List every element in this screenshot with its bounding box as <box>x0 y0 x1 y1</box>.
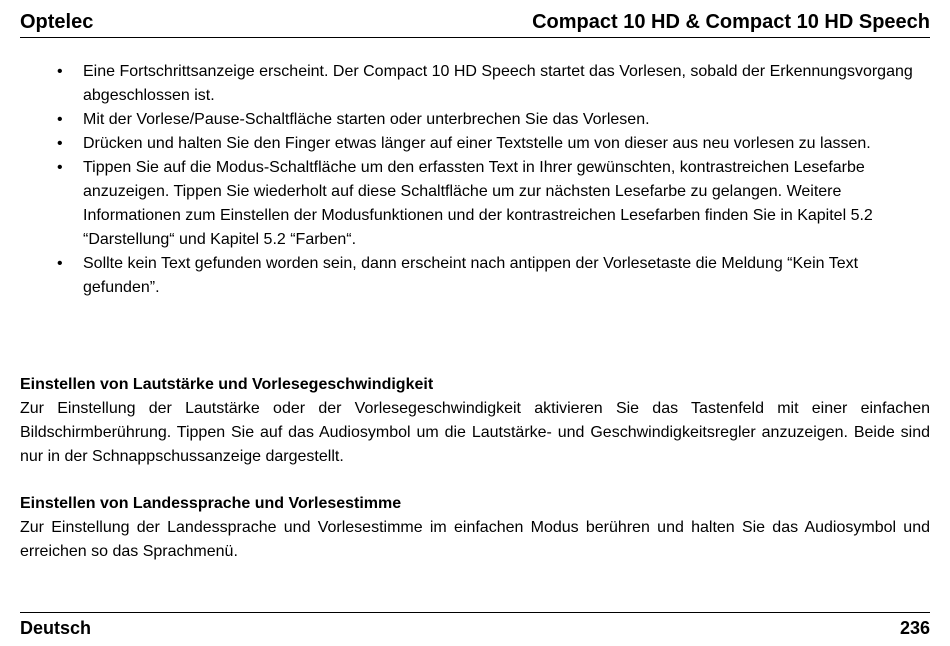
list-item <box>20 132 930 156</box>
page-number: 236 <box>899 618 930 638</box>
bullet-icon: • <box>57 63 63 80</box>
page-footer <box>20 612 930 640</box>
bullet-icon: • <box>57 135 63 152</box>
document-page <box>20 0 930 646</box>
bullet-icon: • <box>57 255 63 272</box>
bullet-list <box>20 60 930 300</box>
header-title: Compact 10 HD & Compact 10 HD Speech <box>532 11 930 33</box>
section-heading: Einstellen von Lautstärke und Vorlesegeschwindigkeit <box>20 376 434 393</box>
page-header <box>20 10 930 38</box>
list-item-text: Mit der Vorlese/Pause-Schaltfläche starten oder unterbrechen Sie das Vorlesen. <box>83 111 650 128</box>
list-item-text: Tippen Sie auf die Modus-Schaltfläche um den erfassten Text in Ihrer gewünschten, kontrastreichen Lesefarbe anzuzeigen. Tippen Sie wiederholt auf diese Schaltfläche um zur nächsten Lesefarbe zu gelangen. Weitere Informationen zum Einstellen der Modusfunktionen und der kontrastreichen Lesefarben finden Sie in Kapitel 5.2 “Darstellung“ und Kapitel 5.2 “Farben“. <box>83 159 873 248</box>
section-body: Zur Einstellung der Landessprache und Vorlesestimme im einfachen Modus berühren und halten Sie das Audiosymbol und erreichen so das Sprachmenü. <box>20 519 930 560</box>
list-item <box>20 108 930 132</box>
section-language-voice <box>20 492 930 564</box>
list-item <box>20 252 930 300</box>
list-item <box>20 156 930 252</box>
section-volume-speed <box>20 373 930 469</box>
section-heading: Einstellen von Landessprache und Vorlesestimme <box>20 495 402 512</box>
section-body: Zur Einstellung der Lautstärke oder der Vorlesegeschwindigkeit aktivieren Sie das Tastenfeld mit einer einfachen Bildschirmberührung. Tippen Sie auf das Audiosymbol um die Lautstärke- und Geschwindigkeitsregler anzuzeigen. Beide sind nur in der Schnappschussanzeige dargestellt. <box>20 400 930 465</box>
list-item <box>20 60 930 108</box>
bullet-icon: • <box>57 159 63 176</box>
list-item-text: Eine Fortschrittsanzeige erscheint. Der Compact 10 HD Speech startet das Vorlesen, sobald der Erkennungsvorgang abgeschlossen ist. <box>83 63 913 104</box>
bullet-icon: • <box>57 111 63 128</box>
list-item-text: Sollte kein Text gefunden worden sein, dann erscheint nach antippen der Vorlesetaste die Meldung “Kein Text gefunden”. <box>83 255 859 296</box>
list-item-text: Drücken und halten Sie den Finger etwas länger auf einer Textstelle um von dieser aus neu vorlesen zu lassen. <box>83 135 871 152</box>
footer-language: Deutsch <box>20 618 92 638</box>
header-brand: Optelec <box>20 11 94 33</box>
